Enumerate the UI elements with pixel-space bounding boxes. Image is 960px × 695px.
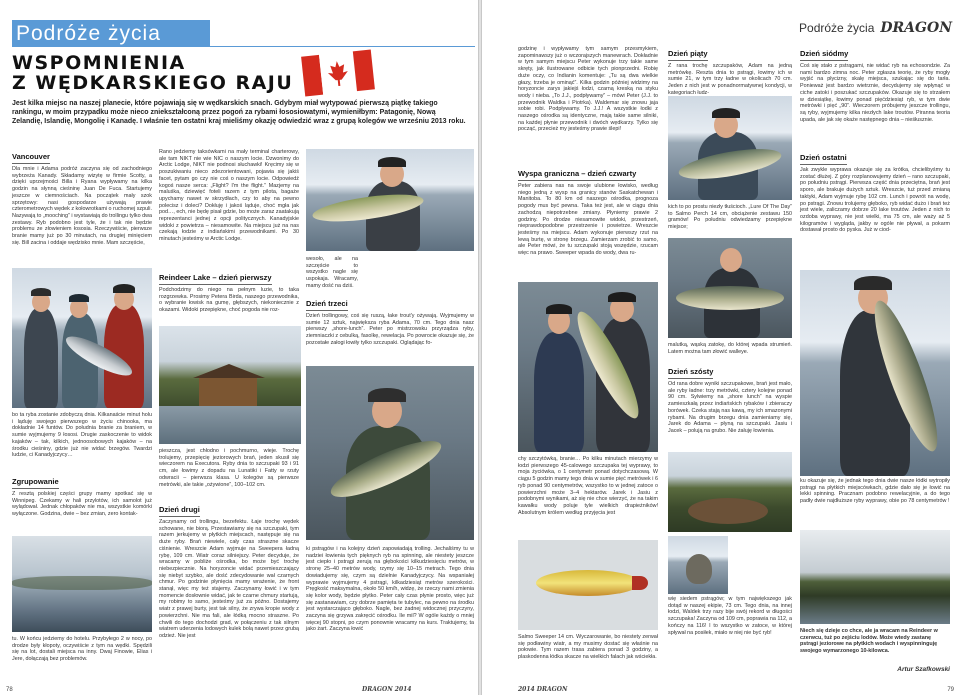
paragraph: tu. W końcu jedziemy do hotelu. Przybyłego 2 w nocy, po drodze były kłopoty, oczywiście z tym na wędki. Spędzili się na lot, dostali miejsca na inny. Dwaj Finowie, Elias i Jere, dołączają bez problemów. — [12, 636, 152, 663]
text-column-r3a — [800, 46, 950, 146]
text-column-r2c — [668, 342, 792, 364]
author-signature: Artur Szafkowski — [897, 666, 950, 673]
paragraph: Coś się stało z pstrągami, nie widać ryb na echosondzie. Za nami bardzo zimna noc. Peter zgłasza teorię, że ryby mogły wyjść na płycizny, skalę miejsca, szukając się do tarła. Ponieważ jest bardzo wietrznie, decydujemy się wpłynąć w ciche zatoki i poszukać szczupaków. Okazuje się to strzałem w dziesiątkę, łowimy ponad pięćdziesiąt ryb, w tym dwie metrówki i pięć „90”. Wieczorem próbujemy jeszcze trollingu, są ryby, wyjmujemy kilka niezłych lake troutów. Piranna teoria upada, ale jak się okaże następnego dnia – nieśłusznie. — [800, 63, 950, 123]
text-column-3a — [306, 256, 358, 300]
text-column-1c — [12, 474, 152, 532]
page-number-right: 79 — [947, 687, 954, 693]
paragraph: Salmo Sweeper 14 cm. Wyczarowanie, bo niestety zerwał się podławiny wiatr, a my musimy dostać się właśnie na połowie. Tym razem trasa zabiera ponad 3 godziny, a plaskodenna łódka skacze na wielkich falach jak wściekła. — [518, 634, 658, 661]
text-column-r1 — [518, 46, 658, 166]
paragraph: Dla mnie i Adama podróż zaczyna się od zachodniego wybrzeża Kanady. Składamy wizytę w firmie Scotty, a dzięki uprzejmości Billa i Ryana wypływamy na kilka godzin na słynną cieśninę Juan De Fuca. Startujemy jeszcze w ciemnościach. Na początek mały szok sprzętowy: nasi gospodarze używają prawie czterometrowych wędek z kołowrotkami o ruchomej szpuli. Nazywają to „mooching” i wystawiają do trollingu tylko dwa zestawy. Ryb podobno jest tyle, że i tak nie będzie problemu ze złowieniem łososia. Rzeczywiście, pierwsze branie mamy już po 30 minutach, na drugiej minięciem się. Bill zacina i oddaje wędzisko mnie. Mam szczęście, — [12, 166, 152, 246]
paragraph: ku okazuje się, że jednak tego dnia dwie nasze łódki wytropiły pstrągi na płytkich miejscówkach, gdzie dało się je łowić na lekki spinning. Pracznam podobno rewelacyjnie, a do tego padły dwie najdłuższe ryby wyprawy, obie po 78 centymetrów ! — [800, 478, 950, 505]
text-column-r2a — [668, 46, 792, 96]
text-column-1 — [12, 149, 152, 259]
text-column-3c — [306, 546, 474, 676]
right-page — [482, 0, 960, 695]
article-title — [12, 53, 293, 93]
paragraph: godzinę i wypływamy tym samym przesmykiem, zapominawszy już o wczorajszych manewrach. Dokładnie w tym samym miejscu Peter wykonuje trzy takie same skręty, jak ilustrowane odbicie tych pionprzedni. Robię duże oczy, co Indianin komentuje: „Tu są dwa wielkie głazy, trzeba je ominąć”. Kilka godzin później widzimy na horyzoncie zarys jakiejś łodzi, czarną kreską na styku wody i nieba. „To J.J., podpływamy” – mówi Peter (J.J. to przewodnik Waldka i Piotrka). Waldemar się znowu jaja sobie robi. Podpływamy. To J.J.! A wszystkie łodki z naszego ośrodka są identyczne, mają takie same silniki, na każdej płynie przewodnik i dwóch wędkarzy. Tylko się począć, przecież my jesteśmy prawie ślepi! — [518, 46, 658, 133]
photo-aerial-lake — [12, 536, 152, 632]
paragraph: Od rana dobre wyniki szczupakowe, brań jest mało, ale ryby ładne: trzy metrówki, cztery kolejne ponad 90 cm. Sylwiemy na „shore lunch” na wyspie zamieszkałą przez indiańskich rybaków i zbieraczy borówek. Czeka stają nas kawą, my ich smazonymi rybami. Na drugim brzegu dnia zamieniamy się, Jarek do Adama – płyną na szczupaki. Jasiu i Jacek – polują na grubo. Nie żałuję łowienia. — [668, 381, 792, 434]
canada-flag-image — [301, 49, 375, 96]
text-column-2 — [159, 149, 299, 267]
photo-angler-trout-3 — [668, 238, 792, 338]
paragraph: Z rana trochę szczupaków, Adam na jedną metrówkę. Reszta dnia to pstrągi, łowimy ich w sumie 21, w tym trzy ładne w okolicach 70 cm. Jeden z nich jest w ponadnormatywnej kondycji, w kategoriach łudz- — [668, 63, 792, 96]
title-line-1: WSPOMNIENIA — [12, 52, 186, 74]
header-brand: DRAGON — [880, 20, 952, 36]
paragraph: pieszcza, jest chłodno i pochmurno, wieje. Trochę trolujemy, przepięcię jeziorowych brań, jeden skusił się wieczorem na Executora. Ryby dnia to szczupaki 93 i 91 cm, ale łowimy z dopadu na Lunatiki i Fatty w rzuty odwracii – pierwsza klasa. U kolegów są pierwsze metrówki, ale takie „ożywione”, 100–102 cm. — [159, 448, 299, 488]
section-banner: Podróże życia — [12, 20, 210, 47]
heading-dzien-szosty: Dzień szósty — [668, 367, 713, 379]
heading-vancouver: Vancouver — [12, 152, 50, 164]
paragraph: Zaczynamy od trollingu, bezefektu. Łaje trochę wędek schowane, nie biorą. Przestawiamy się na szczupaki, tym razem jerkujemy w płytkich miejscach, następuje się na duże ryby. Brań niewiele, cały czas straszne skacze ciśnienie. Wreszcie Adam wyjmuje na Sweepera ładną rybę, 109 cm. Wiatr coraz silniejszy. Peter decyduje, że wracamy w pobliże ośrodka, bo może być trochę niebezpiecznie. Na horyzoncie widać przemieszczający się niebyt szybko, ale dość zdecydowanie wał czarnych chmur. Po godzinie płynięcia mamy wrażenie, że front stanął, więc my też stajemy. Zaczynamy łowić i w tym momencie dosłownie widać, jak te czarne chmury startują, my robimy to samo, jesteśmy już za późno. Dostajemy wiatr z prawej burty, jest tak silny, że zrywa kropie wody z powierzchni. Nie ma fali, ale łódką mocno straszne. Po chwili do tego dochodzi grad, w połączeniu z tak silnym wiatrem uderzenia lodowych kulek bolą nawet przez grubą odzież. Nie jest — [159, 519, 299, 639]
paragraph: Z resztą polskiej części grupy mamy spotkać się w Winnipeg. Czekamy w hali przylotów, ich samolot już wylądował. Jednak chłopaków nie ma, wszystkie komórki wyłączone. Godzina, dwie – bez zmian, zero kontak- — [12, 491, 152, 518]
text-column-r3b — [800, 150, 950, 266]
text-column-r2b — [668, 204, 792, 236]
photo-lodge-cabin — [159, 326, 301, 444]
text-column-1d — [12, 636, 152, 676]
paragraph: Podchodzimy do niego na pełnym luzie, to taka rozgrzewka. Prosimy Petera Birda, naszego przewodnika, o wybranie łowisk na gumę, głębszych, niekoniecznie z okazami. Widoki przepiękne, choć pogoda nie roz- — [159, 287, 299, 314]
text-column-r2e — [732, 536, 792, 594]
photo-salmo-sweeper-lure — [518, 540, 658, 630]
text-column-2d — [159, 502, 299, 676]
paragraph: Dzień trollingowy, coś się ruszą, łake trout'y ożywają. Wyjmujemy w sumie 12 sztuk, największa ryba Adama, 70 cm. Tego dnia nasz pierwszy „shore-lunch”. Peter po mistrzowsku przyrządza ryby, ziemniaczki z cebulką, fasolkę, rewelacja. Po powrocie okazuje się, że pozostałe załogi łowiły tylko szczupaki. Oglądając fo- — [306, 313, 474, 346]
heading-zgrupowanie: Zgrupowanie — [12, 477, 59, 489]
photo-anglers-giant-pike — [518, 282, 658, 452]
photo-bird — [668, 536, 728, 594]
heading-dzien-trzeci: Dzień trzeci — [306, 299, 348, 311]
paragraph: Jak zwykle wyprawa okazuje się za krótka, chcielibyśmy tu zostać dłużej. Z góry rozplanowujemy dzień – rano szczupaki, po południu pstrągi. Pierwsza część dnia przeciętna, brań jest sporo, ale brakuje dużych sztuk. Wreszcie, tuż przed zmianą taktyki, Adam wyjmuje rybę 102 cm. Lunch i powrót na wodę, po pstrągi. Znowu trolujemy głęboko, ryb widać dużo i brań też jest wiele, zaliczamy dobrze 20 lake troutów. Jeden z nich to ozdoba wyprawy, nie jest wielki, ma 75 cm, ale waży aż 5 kilogramów i wygląda, jakby w ogóle nie pływał, a pokarm dostawał prosto do pyska. Już w ciod- — [800, 167, 950, 234]
paragraph: Peter zabiera nas na swoje ulubione łowisko, według niego jedną z wysp na granicy stanów Saskatchewan i Manitoba. To 80 km od naszego ośrodka, prognoza pogody mus być pewna. Taka też jest, ale w ciągu dnia zachodzą niepotrzebne zmiany. Płyniemy prawie 2 godziny. Po drodze niesamowite widoki, przestrzeń, nieprawdopodobne przestrzenie i powietrze. Wreszcie jesteśmy na miejscu. Adam wykonuje pierwszy rzut na lewą burtę, w stronę brzegu. Zamierzam zrobić to samo, ale Peter mówi, że tu szczupaki stoją wszędzie, rzucam więc na prawo. Sweeper wpada do wody, dwa ru- — [518, 183, 658, 257]
photo-anglers-salmon — [12, 268, 152, 408]
paragraph: malutką, wąską zatokę, do której wpada strumień. Latem można tam złowić walleye. — [668, 342, 792, 355]
heading-dzien-piaty: Dzień piąty — [668, 49, 708, 61]
banner-rule — [210, 46, 475, 47]
text-column-r3c — [800, 478, 950, 528]
heading-dzien-ostatni: Dzień ostatni — [800, 153, 847, 165]
text-column-r1b — [518, 166, 658, 278]
text-column-2b — [159, 270, 299, 324]
text-column-r2f — [668, 596, 792, 676]
photo-author-trout — [800, 270, 950, 476]
photo-angler-lake-trout — [306, 366, 474, 540]
header-section: Podróże życia — [799, 21, 875, 35]
paragraph: wię siedem pstrągów; w tym największego jak dotąd w naszej ekipie, 73 cm. Tego dnia, na innej łodzi, Waldek trzy razy bije swój rekord w długości szczupaka! Zaczyna od 109 cm, poprawia na 112, a kończy na 116! I to wszystko w zatoce, w której spływał na posiłek, miało w niej nie być ryb! — [668, 596, 792, 636]
paragraph: chy szczytówką, branie… Po kilku minutach mierzymy w łodzi pierwszego 45-calowego szczupaka tej wyprawy, to moja życiówka, o 1 centymetr ponad dotychczasową. W ciągu 5 godzin mamy tego dnia w sumie pięć metrówek i 6 ryb ponad 90 centymetrów, wszystko to w jednej zatoce o powierzchni może 3–4 hektarów. Jarek i Jasiu z podobnymi wynikami, aż się nie chce wierzyć, że na takim kawałku wody poluje tyle wielkich drapieżników! Absolutnym królem według przyjęcia jest — [518, 456, 658, 516]
paragraph: wesoło, ale na szczęście to wszystko nagle się uspokaja. Wracamy, mamy dość na dziś. — [306, 256, 358, 289]
paragraph: ki pstrągów i na kolejny dzień zapowiadają trolling. Jechaliśmy tu w nadziei łowienia tych pięknych ryb na spinning, ale niestety jeszcze jest ciepło i pstrągi zerują na głębokości kilkudziesięciu metrów, w stronę 25–40 metrów wody, rzymy się 10–15 metrach. Tego dnia dowiadujemy się, czym są dzielnie Kanadyjczycy. Na wspaniałej wyprawie wyjmujemy 4 pstrągi, kilkadziesiąt metrów szerokości. Pręgkość maksymalna, około 50 km/h, widzę, że rzeczy nami zmienia się kolor wody, będzie płytko. Peter cały czas płynie prosto, więc już się zastanawiam, czy dobrze pamięta te tubylec, na pewno na środku jest wystarczająco głęboko. Nagle, bez żadnej widocznej przyczyny, zaczyna się grzywa zakręcić ośrodku. Ile mil? W ogóle każdy o mniej więcej 90 stopni, po czym ponownie wracamy na kurs. Traktujemy, ta jako żart. Zaczyna łowić — [306, 546, 474, 633]
heading-dzien-drugi: Dzień drugi — [159, 505, 200, 517]
page-number-left: 78 — [6, 687, 13, 693]
photo-shore-lunch — [668, 452, 792, 532]
heading-dzien-siodmy: Dzień siódmy — [800, 49, 848, 61]
paragraph: kich to po prostu niezły tłuścioch. „Lure Of The Day” to Salmo Perch 14 cm, obciążenie zestawu 150 gramów! Po południu odwiedzamy przepiękne miejsce; — [668, 204, 792, 231]
text-column-1b — [12, 412, 152, 470]
closing-caption: Niech się dzieje co chce, ale ja wracam na Reindeer w czerwcu, tuż po zejściu lodów. Może wtedy zastanę pstrągi jeziorowe na płytkich wodach i wyspinninguję swojego wymarzonego 10-kilowca. — [800, 628, 938, 655]
running-header — [799, 20, 952, 36]
text-column-r1c — [518, 456, 658, 536]
paragraph: bo ta ryba zostanie zdobyczą dnia. Kilkanaście minut holu i ląduję swojego pierwszego w życiu chinooka, ma dokładnie 14 funtów. Do południa branie za braniem, w sumie wyjmujemy 9 łososi. Drugie zaskoczenie to widok kajaków – tak, kilkich, jednoosobowych kajaków – na środku cieśniny, gdzie już nie widać brzegów. Twardzi ludzie, ci Kanadyjczycy… — [12, 412, 152, 459]
photo-angler-lake-trout-2 — [668, 96, 792, 200]
footer-brand-left: DRAGON 2014 — [362, 686, 412, 693]
left-page — [0, 0, 478, 695]
text-column-r2d — [668, 364, 792, 448]
paragraph: Rano jedziemy taksówkami na mały terminal charterowy, ale tam NIKT nie wie NIC o naszym locie. Dzwonimy do Arctic Lodge, NIKT nie podnosi słuchawki! Kręcimy się w poszukiwaniu nieco zdezorientowani, pojawia się jakiś facet, pytam go czy nie coś o naszym locie. Odpowiedź kogoś nasze serca: „Flight? I'm the flight.” Mazjemy na maluśka, dziewięć foteli razem z tym pilota, bagaże upychamy nawet w skrzydłach, czy to aby na pewno polecisz i doleci? Dokłuję i jakoś ląduje, choć mgła jak pod…, ech, nie będę pisał gdzie, bo może zaraz zaatakują reprezentanci jednej z opcji politycznych. Kanadyjskie widoki z powietrza – niesamowite. Na miejscu już na nas czekają łodzie z indiańskimi przewodnikami. Po 30 minutach jesteśmy w Arctic Lodge. — [159, 149, 299, 243]
article-lead: Jest kilka miejsc na naszej planecie, które pojawiają się w wędkarskich snach. Gdybym miał wytypować pierwszą piątkę takiego rankingu, w moim przypadku może nieco zniekształconą przez pogoń za rybami łososiowatymi, wymieniłbym: Patagonię, Nową Zelandię, Islandię, Mongolię i Kanadę. I właśnie ten ostatni kraj mieliśmy okazję odwiedzić wraz z grupą kolegów we wrześniu 2013 roku. — [12, 100, 466, 125]
footer-brand-right: 2014 DRAGON — [518, 686, 568, 693]
text-column-3b — [306, 296, 474, 362]
caption-lure — [518, 634, 658, 676]
heading-dzien-pierwszy: Reindeer Lake – dzień pierwszy — [159, 273, 272, 285]
photo-landscape-sunset — [800, 530, 950, 624]
photo-angler-pike — [306, 149, 474, 251]
title-line-2: Z WĘDKARSKIEGO RAJU — [12, 72, 294, 94]
text-column-2c — [159, 448, 299, 500]
heading-dzien-czwarty: Wyspa graniczna – dzień czwarty — [518, 169, 636, 181]
